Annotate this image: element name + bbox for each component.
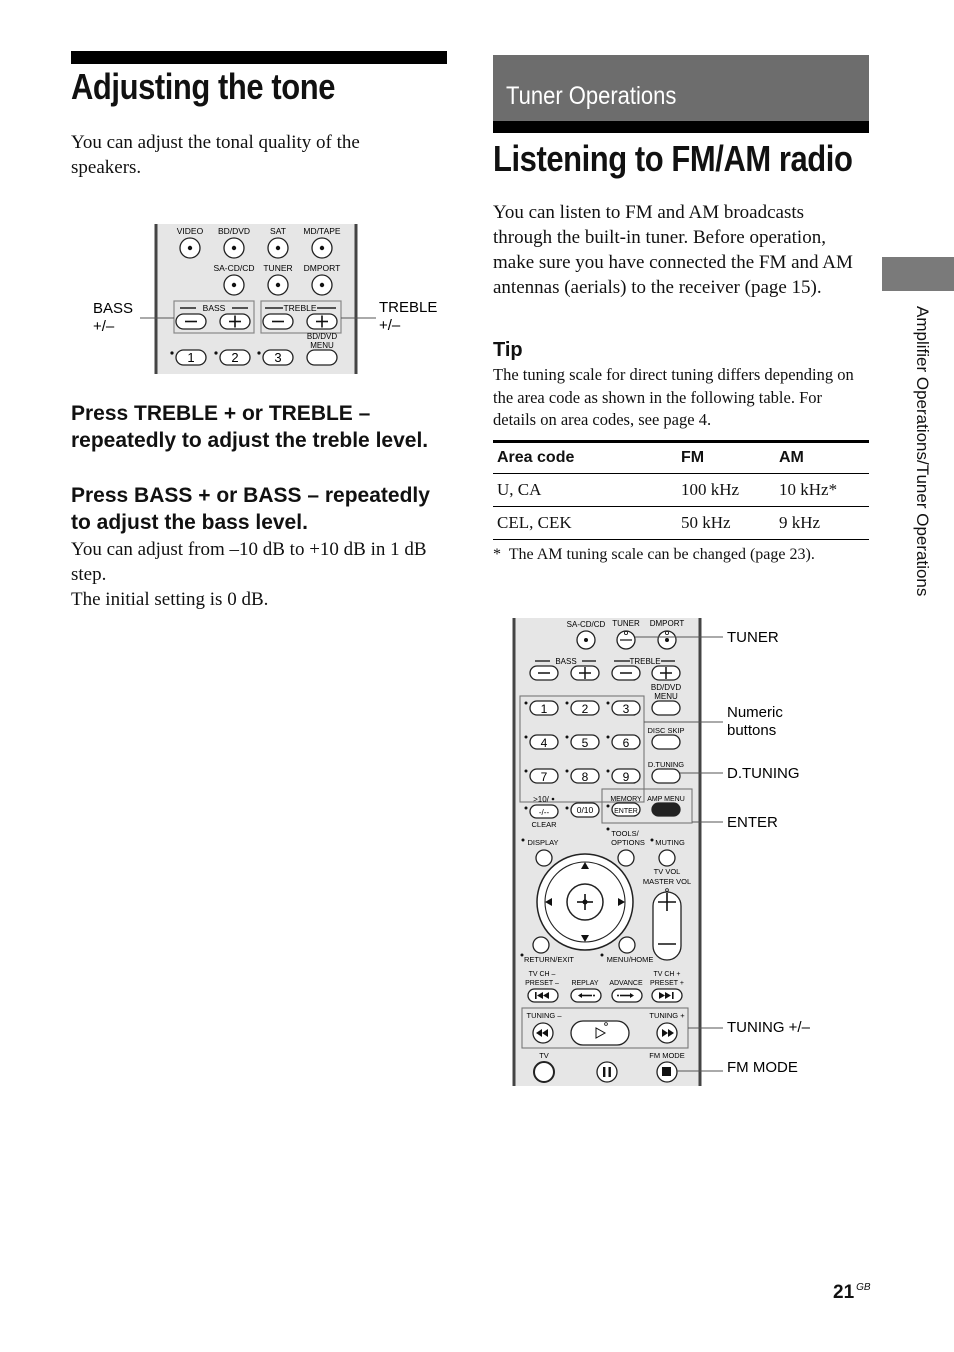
tone-remote-figure	[88, 220, 448, 380]
r-digit-6: 6	[622, 736, 630, 750]
r-bd-menu-1: BD/DVD	[650, 683, 682, 692]
callout-bass-2: +/–	[93, 318, 115, 335]
r-options: OPTIONS	[611, 838, 645, 847]
r-memory: MEMORY	[610, 796, 642, 803]
r-tvch-minus-2: PRESET –	[525, 980, 559, 987]
r-display: DISPLAY	[527, 838, 559, 847]
table-header: AM	[775, 442, 869, 474]
table-cell: 50 kHz	[677, 507, 775, 540]
r-tools: TOOLS/	[611, 829, 639, 838]
r-digit-1: 1	[540, 702, 548, 716]
fig-num-1: 1	[187, 350, 195, 365]
fig-bddvd-menu-2: MENU	[310, 341, 334, 350]
callout-enter: ENTER	[727, 814, 778, 831]
r-d-tuning: D.TUNING	[647, 760, 685, 769]
page-number-value: 21	[833, 1282, 855, 1303]
table-row	[493, 507, 869, 540]
table-cell: 9 kHz	[775, 507, 869, 540]
tone-intro: You can adjust the tonal quality of the speakers.	[71, 132, 360, 178]
title-rule	[71, 51, 447, 64]
r-master-vol: MASTER VOL	[642, 877, 692, 886]
fig-treble-label: TREBLE	[283, 303, 317, 313]
fig-num-3: 3	[274, 350, 282, 365]
r-digit-8: 8	[581, 770, 589, 784]
table-footnote: * The AM tuning scale can be changed (page 23).	[493, 546, 815, 563]
r-tv-vol: TV VOL	[653, 867, 681, 876]
section-banner-text: Tuner Operations	[506, 82, 677, 110]
r-label-sacd: SA-CD/CD	[566, 620, 606, 629]
callout-treble-1: TREBLE	[379, 299, 438, 316]
r-tvch-plus-1: TV CH +	[653, 971, 681, 978]
side-tab-marker	[882, 257, 954, 291]
table-row	[493, 474, 869, 507]
r-tuning-plus: TUNING +	[649, 1011, 685, 1020]
r-bd-menu-2: MENU	[654, 692, 678, 701]
callout-tuning: TUNING +/–	[727, 1019, 810, 1036]
table-cell: 10 kHz*	[775, 474, 869, 507]
callout-dtuning: D.TUNING	[727, 765, 800, 782]
tip-text: The tuning scale for direct tuning differs depending on the area code as shown in the following table. For details on area codes, see page 4.	[493, 365, 854, 429]
r-tuning-minus: TUNING –	[526, 1011, 562, 1020]
fig-label-sat: SAT	[270, 226, 286, 236]
callout-tuner: TUNER	[727, 629, 779, 646]
callout-treble-2: +/–	[379, 317, 401, 334]
fig-bass-label: BASS	[202, 303, 226, 313]
fig-label-tuner: TUNER	[263, 263, 293, 273]
r-treble: TREBLE	[629, 657, 661, 666]
tip-heading: Tip	[493, 339, 523, 361]
r-replay: REPLAY	[571, 980, 599, 987]
step-treble: Press TREBLE + or TREBLE – repeatedly to adjust the treble level.	[71, 402, 429, 452]
fig-label-bddvd: BD/DVD	[217, 226, 251, 236]
r-digit-2: 2	[581, 702, 589, 716]
r-menu-home: MENU/HOME	[606, 955, 654, 964]
tone-note-range: You can adjust from –10 dB to +10 dB in 1 dB step.	[71, 539, 427, 585]
page-number-suffix: GB	[856, 1282, 871, 1293]
r-gt10: >10/	[533, 795, 549, 804]
page-number	[833, 1282, 871, 1304]
r-tvch-plus-2: PRESET +	[650, 980, 684, 987]
table-header-row	[493, 442, 869, 474]
r-label-dmport: DMPORT	[649, 619, 685, 628]
table-cell: 100 kHz	[677, 474, 775, 507]
callout-fm-mode: FM MODE	[727, 1059, 798, 1076]
tone-note-initial: The initial setting is 0 dB.	[71, 589, 269, 610]
r-tv: TV	[539, 1051, 549, 1060]
r-bass: BASS	[555, 657, 577, 666]
r-tvch-minus-1: TV CH –	[528, 971, 556, 978]
page-title-radio: Listening to FM/AM radio	[493, 138, 853, 179]
fig-label-sacd: SA-CD/CD	[213, 263, 255, 273]
area-code-table	[493, 440, 869, 540]
r-enter: ENTER	[614, 808, 638, 815]
r-digit-5: 5	[581, 736, 589, 750]
r-zero: 0/10	[576, 805, 594, 815]
callout-numeric-1: Numeric	[727, 704, 783, 721]
r-fm-mode: FM MODE	[649, 1051, 685, 1060]
table-header: Area code	[493, 442, 677, 474]
remote-control-figure	[510, 614, 820, 1089]
fig-num-2: 2	[231, 350, 239, 365]
step-bass: Press BASS + or BASS – repeatedly to adjust the bass level.	[71, 484, 430, 534]
section-rule	[493, 121, 869, 133]
table-cell: CEL, CEK	[493, 507, 677, 540]
r-digit-7: 7	[540, 770, 548, 784]
r-return: RETURN/EXIT	[523, 955, 575, 964]
r-muting: MUTING	[655, 838, 685, 847]
fig-bddvd-menu-1: BD/DVD	[306, 332, 338, 341]
r-amp-menu: AMP MENU	[647, 796, 685, 803]
r-disc-skip: DISC SKIP	[647, 726, 685, 735]
r-dash: -/--	[538, 808, 550, 817]
table-cell: U, CA	[493, 474, 677, 507]
r-digit-3: 3	[622, 702, 630, 716]
fig-label-mdtape: MD/TAPE	[303, 226, 341, 236]
section-banner	[493, 55, 869, 121]
callout-numeric-2: buttons	[727, 722, 777, 739]
r-digit-9: 9	[622, 770, 630, 784]
r-clear: CLEAR	[531, 820, 557, 829]
r-advance: ADVANCE	[609, 980, 643, 987]
side-tab-label: Amplifier Operations/Tuner Operations	[913, 306, 932, 597]
radio-intro: You can listen to FM and AM broadcasts through the built-in tuner. Before operation, make sure you have connected the FM and AM antennas (aerials) to the receiver (page 15).	[493, 202, 853, 298]
table-header: FM	[677, 442, 775, 474]
fig-label-dmport: DMPORT	[303, 263, 341, 273]
r-digit-4: 4	[540, 736, 548, 750]
page-title-tone: Adjusting the tone	[71, 66, 335, 107]
callout-bass-1: BASS	[93, 300, 134, 317]
fig-label-video: VIDEO	[176, 226, 204, 236]
r-label-tuner: TUNER	[612, 619, 640, 628]
